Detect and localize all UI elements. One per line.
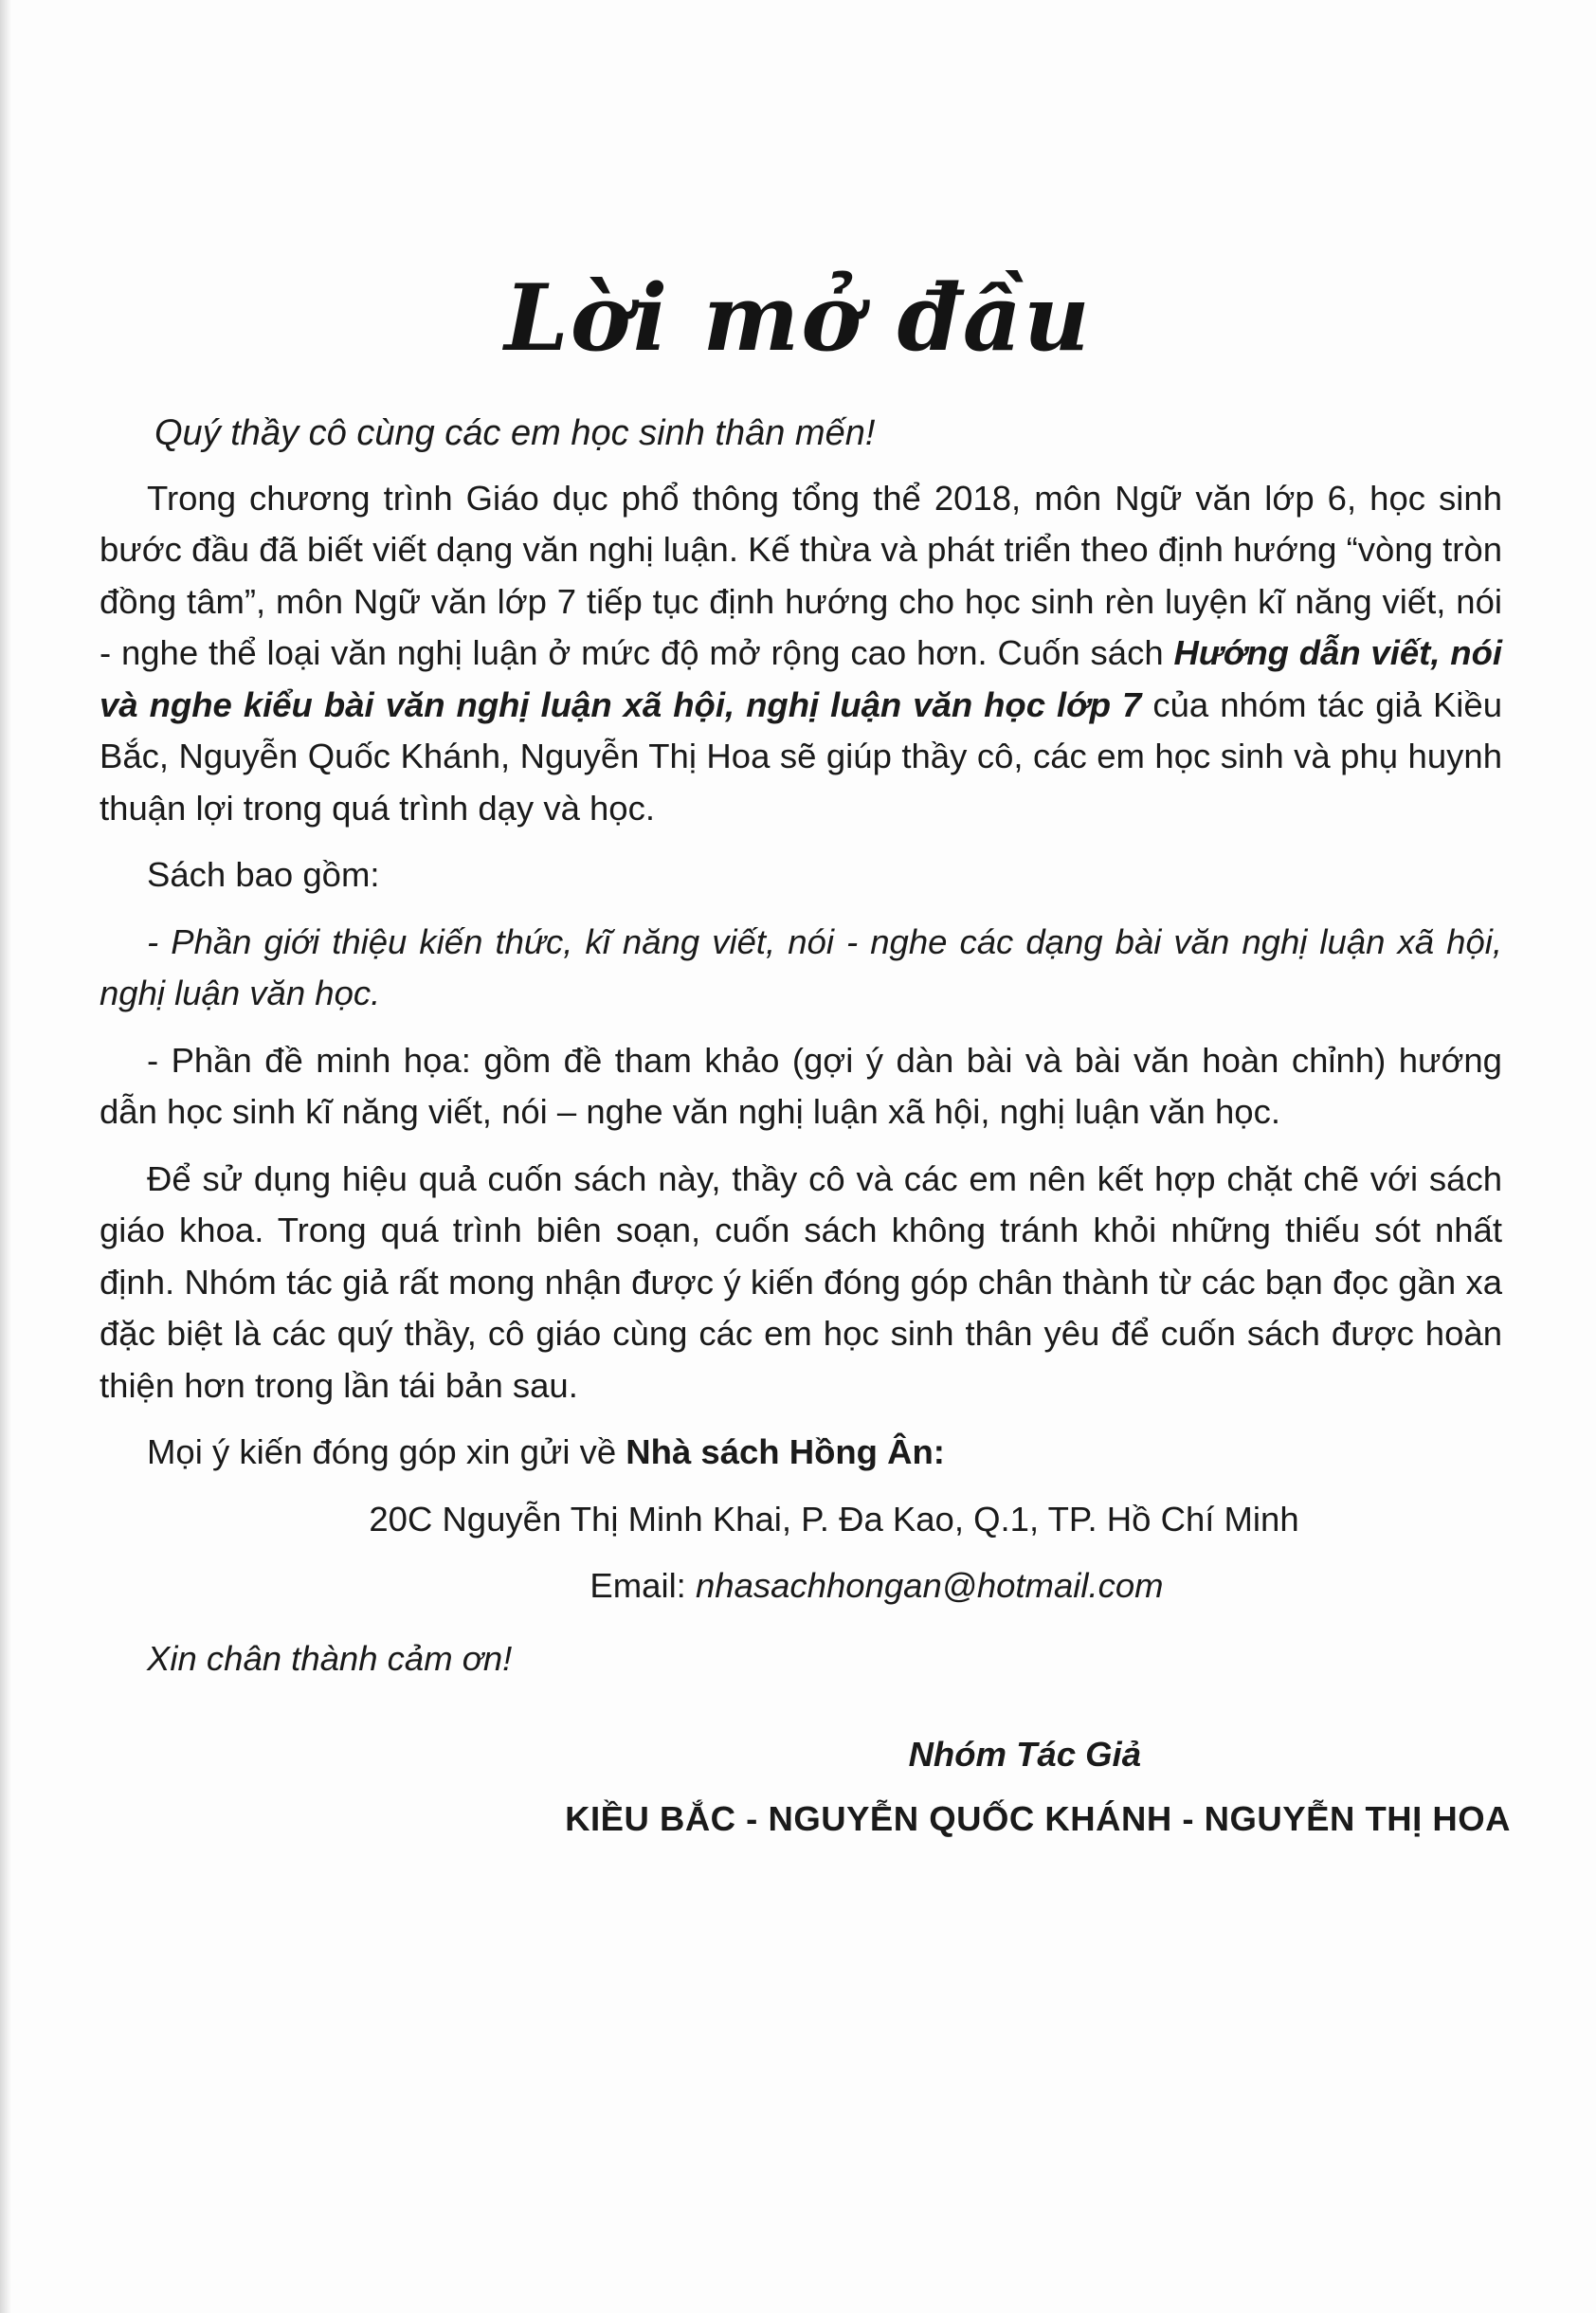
usage-paragraph: Để sử dụng hiệu quả cuốn sách này, thầy cô và các em nên kết hợp chặt chẽ với sách giáo khoa. Trong quá trình biên soạn, cuốn sách không tránh khỏi những thiếu sót nhất định. Nhóm tác giả rất mong nhận được ý kiến đóng góp chân thành từ các bạn đọc gần xa đặc biệt là các quý thầy, cô giáo cùng các em học sinh thân yêu để cuốn sách được hoàn thiện hơn trong lần tái bản sau. — [100, 1158, 1502, 1405]
intro-text-part1: Trong chương trình Giáo dục phổ thông tổng thể 2018, môn Ngữ văn lớp 6, học sinh bước đầu đã biết viết dạng văn nghị luận. Kế thừa và phát triển theo định hướng “vòng tròn đồng tâm”, môn Ngữ văn lớp 7 tiếp tục định hướng cho học sinh rèn luyện kĩ năng viết, nói - nghe thể loại văn nghị luận ở mức độ mở rộng cao hơn. Cuốn sách — [100, 478, 1502, 672]
email-link[interactable]: nhasachhongan@hotmail.com — [695, 1566, 1164, 1605]
publisher-address: 20C Nguyễn Thị Minh Khai, P. Đa Kao, Q.1, TP. Hồ Chí Minh — [369, 1499, 1299, 1539]
signature-block — [565, 1735, 1511, 1839]
thanks-line: Xin chân thành cảm ơn! — [147, 1638, 513, 1678]
contents-heading: Sách bao gồm: — [147, 855, 380, 894]
intro-paragraph — [100, 473, 1502, 835]
book-title: Hướng dẫn viết, nói và nghe kiểu bài văn nghị luận xã hội, nghị luận văn học lớp 7 — [100, 633, 1502, 724]
email-label: Email: — [589, 1566, 696, 1605]
contents-item-1: - Phần giới thiệu kiến thức, kĩ năng viết, nói - nghe các dạng bài văn nghị luận xã hội, nghị luận văn học. — [100, 921, 1502, 1012]
contents-item-2: - Phần đề minh họa: gồm đề tham khảo (gợi ý dàn bài và bài văn hoàn chỉnh) hướng dẫn học sinh kĩ năng viết, nói – nghe văn nghị luận xã hội, nghị luận văn học. — [100, 1040, 1502, 1131]
page-title: Lời mở đầu — [504, 264, 1092, 373]
feedback-prefix: Mọi ý kiến đóng góp xin gửi về — [147, 1432, 626, 1471]
preface-body — [100, 408, 1502, 1685]
signature-names: KIỀU BẮC - NGUYỄN QUỐC KHÁNH - NGUYỄN THỊ HOA — [565, 1799, 1511, 1838]
publisher-name: Nhà sách Hồng Ân: — [626, 1432, 945, 1471]
signature-group: Nhóm Tác Giả — [908, 1735, 1141, 1774]
greeting: Quý thầy cô cùng các em học sinh thân mến! — [154, 413, 876, 453]
email-line — [100, 1560, 1502, 1612]
intro-text-part2: của nhóm tác giả Kiều Bắc, Nguyễn Quốc Khánh, Nguyễn Thị Hoa sẽ giúp thầy cô, các em học sinh và phụ huynh thuận lợi trong quá trình dạy và học. — [100, 684, 1503, 828]
feedback-line — [100, 1427, 1502, 1479]
